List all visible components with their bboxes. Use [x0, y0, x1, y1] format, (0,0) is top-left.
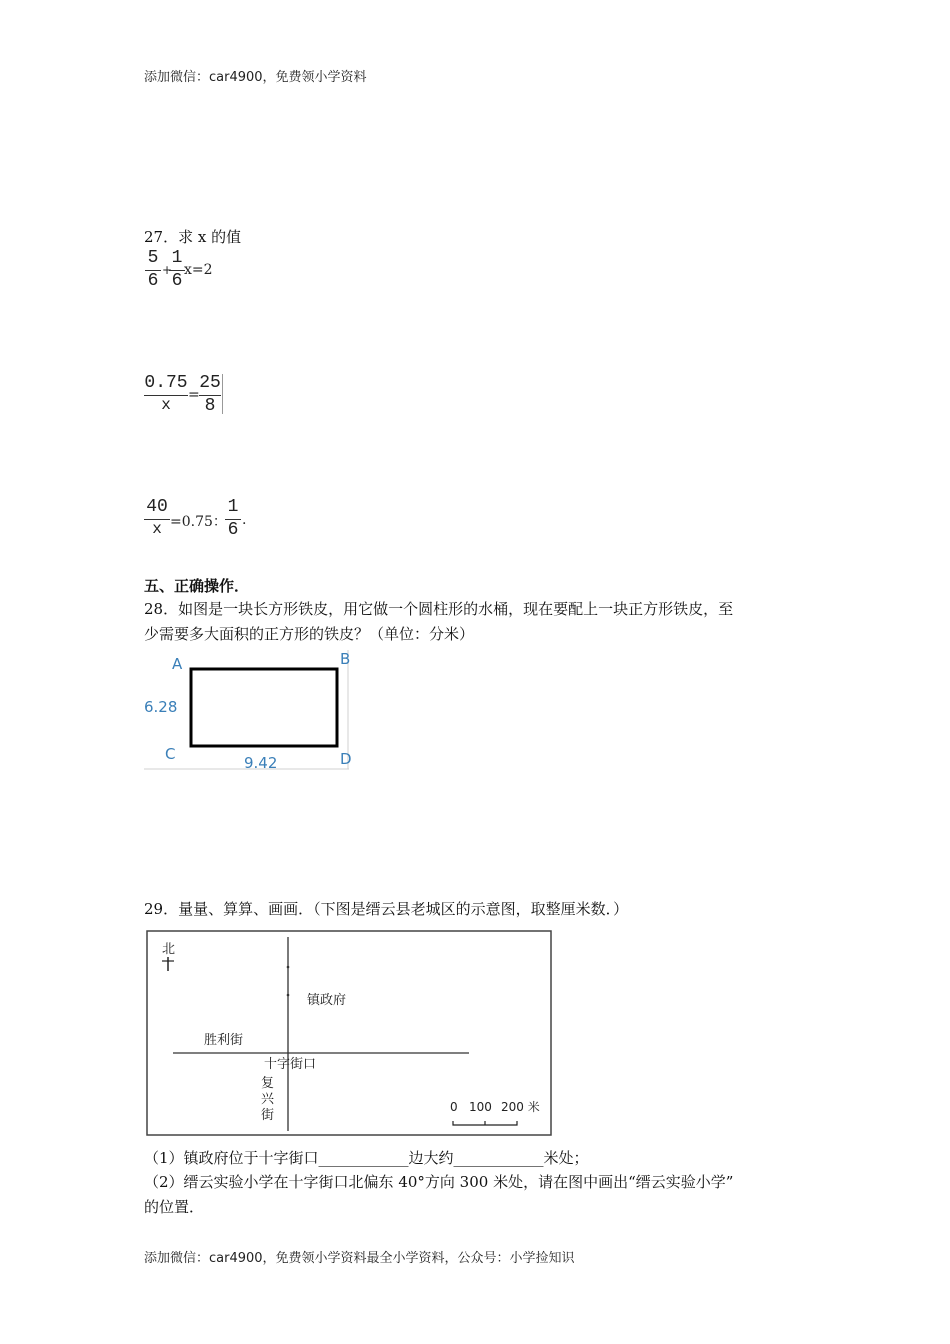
label-D: D — [340, 750, 352, 768]
label-width: 9.42 — [244, 754, 278, 772]
question-29-title: 29．量量、算算、画画．（下图是缙云县老城区的示意图，取整厘米数．） — [144, 900, 629, 918]
eq3-denominator-1: x — [152, 520, 162, 538]
map-dot-2 — [287, 994, 290, 997]
question-29-sub-1: （1）镇政府位于十字街口____________边大约____________米处； — [144, 1149, 589, 1167]
town-map — [144, 929, 554, 1139]
question-27-title: 27．求 x 的值 — [144, 228, 242, 246]
north-label: 北 — [162, 942, 176, 957]
equation-1 — [144, 250, 234, 294]
town-government-label: 镇政府 — [307, 993, 347, 1008]
rectangle-figure — [142, 648, 352, 772]
equation-3 — [144, 498, 284, 542]
scale-label-200: 200 米 — [501, 1100, 540, 1114]
fuxing-street-char-1: 复 — [261, 1076, 275, 1091]
eq1-denominator-1: 6 — [147, 271, 159, 291]
fuxing-street-char-2: 兴 — [261, 1092, 275, 1107]
eq3-middle: =0.75： — [170, 514, 227, 530]
eq3-end: . — [242, 512, 247, 528]
eq2-numerator-1: 0.75 — [144, 373, 188, 393]
map-dot-1 — [287, 966, 290, 969]
scale-label-0: 0 — [450, 1100, 458, 1114]
page-header: 添加微信：car4900，免费领小学资料 — [144, 70, 367, 85]
label-A: A — [172, 655, 183, 673]
eq3-numerator-1: 40 — [146, 497, 168, 517]
iron-sheet-rectangle — [191, 669, 337, 746]
question-29-sub-2-line-2: 的位置． — [144, 1198, 205, 1216]
eq2-denominator-2: 8 — [204, 396, 216, 416]
eq1-denominator-2: 6 — [171, 271, 183, 291]
label-height: 6.28 — [144, 698, 178, 716]
eq1-rest: x=2 — [184, 262, 213, 278]
label-C: C — [165, 745, 176, 763]
eq1-plus: + — [162, 263, 173, 277]
crossroad-label: 十字街口 — [264, 1057, 317, 1072]
eq3-numerator-2: 1 — [227, 497, 239, 517]
page-footer: 添加微信：car4900，免费领小学资料最全小学资料，公众号：小学捡知识 — [144, 1251, 575, 1266]
section-5-title: 五、正确操作． — [144, 577, 250, 595]
eq1-numerator-2: 1 — [171, 248, 183, 268]
scale-label-100: 100 — [469, 1100, 492, 1114]
label-B: B — [340, 650, 351, 668]
eq2-denominator-1: x — [161, 396, 171, 414]
eq2-numerator-2: 25 — [199, 373, 221, 393]
question-28-line-1: 28．如图是一块长方形铁皮，用它做一个圆柱形的水桶，现在要配上一块正方形铁皮，至 — [144, 600, 734, 618]
eq2-edge-line — [222, 374, 223, 414]
eq1-numerator-1: 5 — [147, 248, 159, 268]
fuxing-street-char-3: 街 — [261, 1108, 275, 1123]
shengli-street-label: 胜利街 — [204, 1033, 244, 1048]
eq3-denominator-2: 6 — [227, 520, 239, 540]
eq2-equals: = — [188, 387, 200, 403]
question-29-sub-2-line-1: （2）缙云实验小学在十字街口北偏东 40°方向 300 米处，请在图中画出“缙云实验小学” — [144, 1173, 734, 1191]
equation-2 — [144, 374, 244, 418]
question-28-line-2: 少需要多大面积的正方形的铁皮？（单位：分米） — [144, 625, 475, 643]
